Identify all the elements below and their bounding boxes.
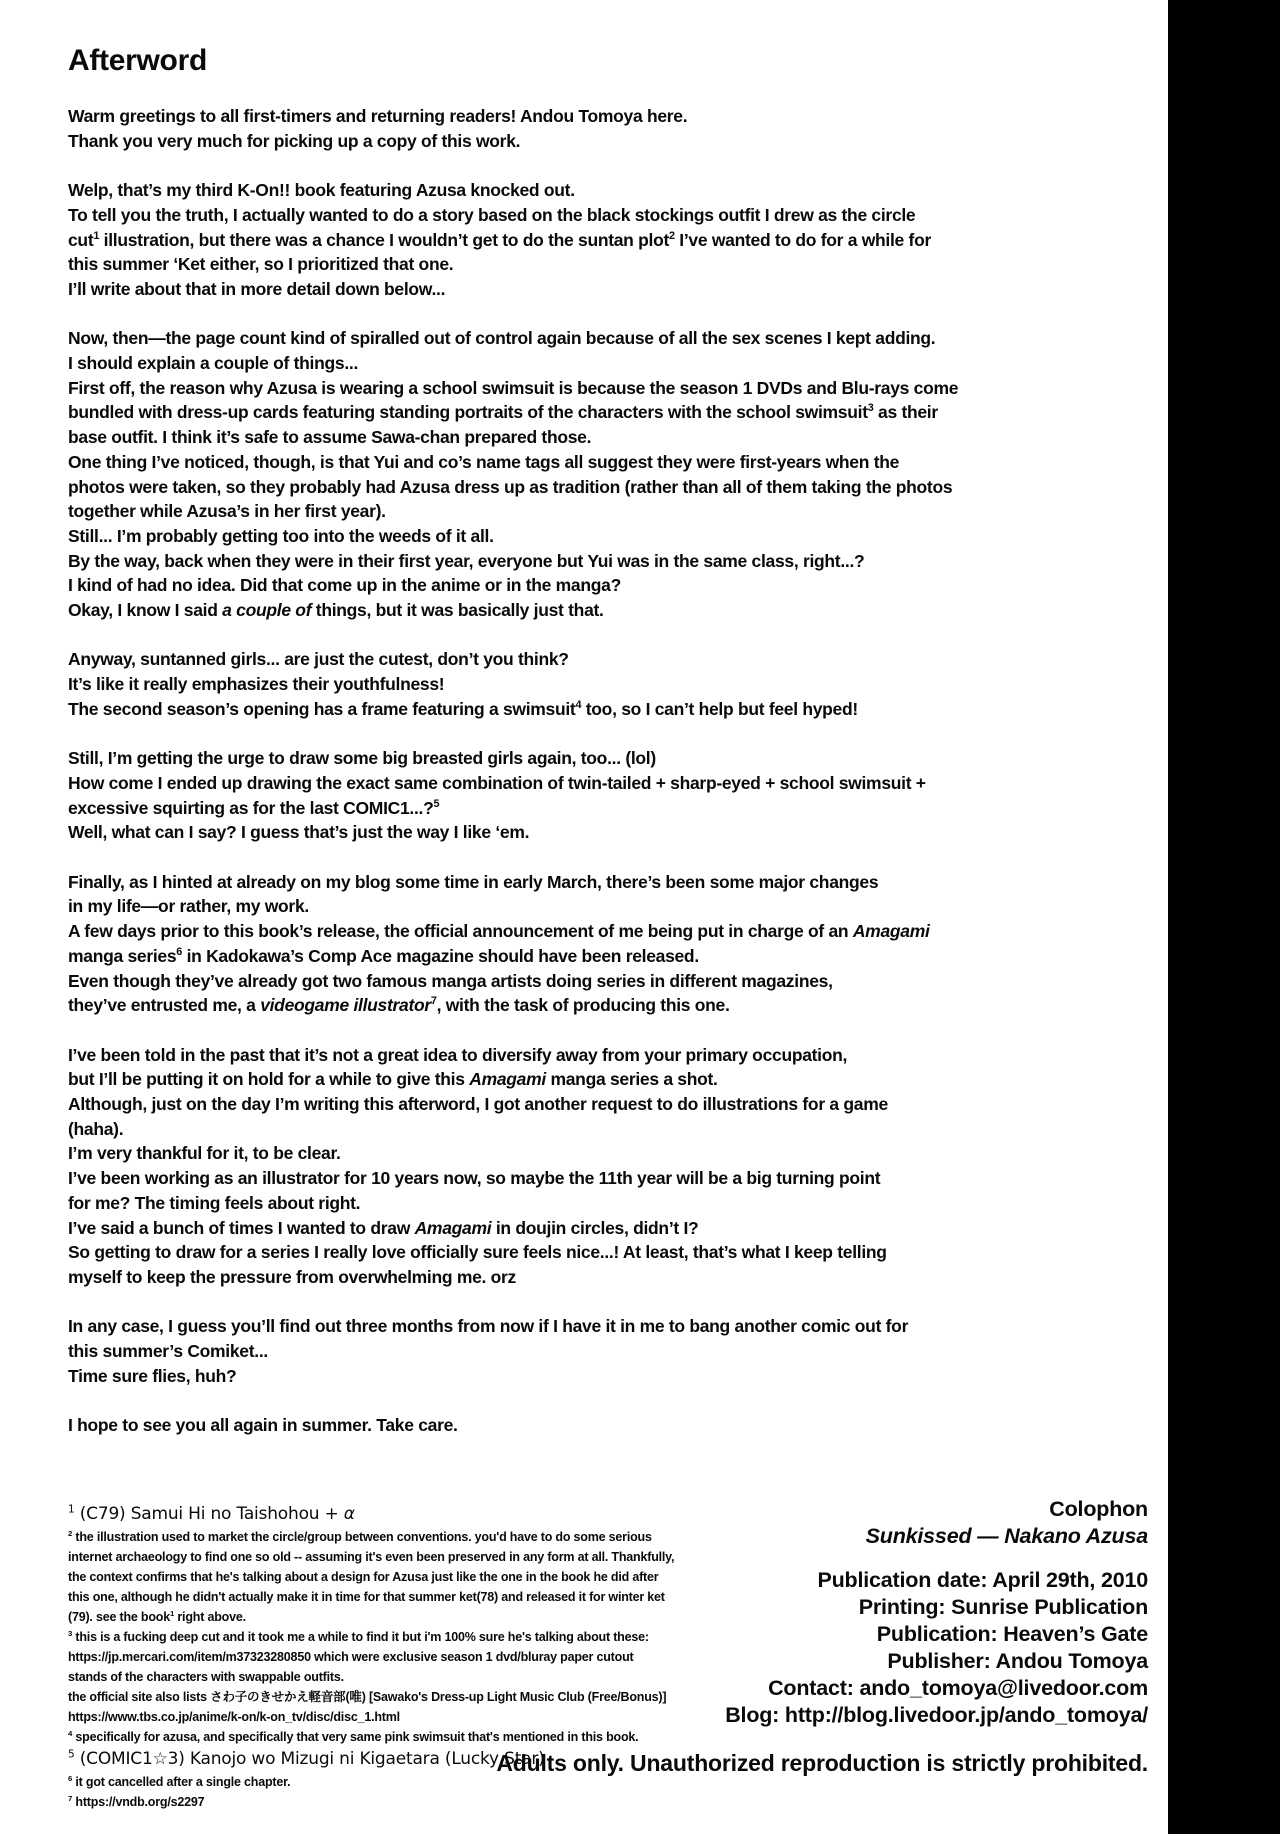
- body-paragraph: [68, 746, 1173, 845]
- right-edge-black-bar: [1168, 0, 1280, 1834]
- text-line: the official site also lists さわ子のきせかえ軽音部(唯) [Sawako's Dress-up Light Music Club (Free/Bonus)]: [68, 1690, 667, 1704]
- colophon: [725, 1496, 1148, 1729]
- text-line: I should explain a couple of things...: [68, 353, 359, 373]
- footnote: [68, 1502, 808, 1527]
- text-line: manga series$^6$ in Kadokawa’s Comp Ace magazine should have been released.: [68, 945, 699, 966]
- text-line: $^5$ (COMIC1☆3) Kanojo wo Mizugi ni Kigaetara (Lucky Star): [68, 1748, 545, 1769]
- text-line: Although, just on the day I’m writing this afterword, I got another request to do illustrations for a game: [68, 1094, 888, 1115]
- text-line: cut$^1$ illustration, but there was a chance I wouldn’t get to do the suntan plot$^2$ I’ve wanted to do for a while for: [68, 229, 931, 250]
- text-line: in my life—or rather, my work.: [68, 896, 309, 917]
- text-line: photos were taken, so they probably had Azusa dress up as tradition (rather than all of them taking the photos: [68, 476, 953, 497]
- body-paragraph: [68, 1413, 1173, 1438]
- text-line: this one, although he didn't actually make it in time for that summer ket(78) and released it for winter ket: [68, 1590, 665, 1604]
- text-line: https://www.tbs.co.jp/anime/k-on/k-on_tv/disc/disc_1.html: [68, 1710, 400, 1724]
- text-line: By the way, back when they were in their first year, everyone but Yui was in the same class, right...?: [68, 550, 865, 571]
- text-line: stands of the characters with swappable outfits.: [68, 1670, 344, 1684]
- text-line: $^3$ this is a fucking deep cut and it took me a while to find it but i'm 100% sure he's talking about these:: [68, 1628, 649, 1644]
- text-line: (79). see the book$^1$ right above.: [68, 1608, 246, 1624]
- text-line: Anyway, suntanned girls... are just the cutest, don’t you think?: [68, 649, 569, 670]
- text-line: Printing: Sunrise Publication: [858, 1595, 1148, 1619]
- text-line: $^6$ it got cancelled after a single chapter.: [68, 1773, 291, 1789]
- page-title: Afterword: [68, 44, 207, 77]
- text-line: A few days prior to this book’s release, the official announcement of me being put in charge of an Amagami: [68, 921, 930, 942]
- text-line: Well, what can I say? I guess that’s just the way I like ‘em.: [68, 822, 530, 843]
- text-line: $^7$ https://vndb.org/s2297: [68, 1793, 205, 1809]
- text-line: I’ve been told in the past that it’s not a great idea to diversify away from your primary occupation,: [68, 1044, 848, 1065]
- text-line: Warm greetings to all first-timers and returning readers! Andou Tomoya here.: [68, 106, 688, 126]
- footnote: [68, 1527, 808, 1627]
- text-line: Welp, that’s my third K-On!! book featuring Azusa knocked out.: [68, 180, 575, 201]
- text-line: they’ve entrusted me, a videogame illustrator$^7$, with the task of producing this one.: [68, 995, 730, 1016]
- text-line: Time sure flies, huh?: [68, 1365, 237, 1386]
- body-paragraph: [68, 647, 1173, 721]
- text-line: I kind of had no idea. Did that come up in the anime or in the manga?: [68, 575, 621, 596]
- text-line: $^2$ the illustration used to market the circle/group between conventions. you'd have to do some serious: [68, 1528, 652, 1544]
- colophon-book-title: Sunkissed — Nakano Azusa: [865, 1524, 1148, 1548]
- text-line: First off, the reason why Azusa is wearing a school swimsuit is because the season 1 DVDs and Blu-rays come: [68, 377, 959, 398]
- text-line: myself to keep the pressure from overwhelming me. orz: [68, 1266, 516, 1287]
- text-line: How come I ended up drawing the exact same combination of twin-tailed + sharp-eyed + school swimsuit +: [68, 772, 926, 793]
- text-line: I’ve said a bunch of times I wanted to draw Amagami in doujin circles, didn’t I?: [68, 1217, 699, 1238]
- text-line: internet archaeology to find one so old -- assuming it's even been preserved in any form at all. Thankfully,: [68, 1550, 675, 1564]
- text-line: Publisher: Andou Tomoya: [887, 1649, 1148, 1673]
- footnote: [68, 1727, 808, 1747]
- text-line: I’ll write about that in more detail down below...: [68, 278, 446, 299]
- body-paragraph: [68, 326, 1173, 622]
- text-line: So getting to draw for a series I really love officially sure feels nice...! At least, that’s what I keep telling: [68, 1242, 887, 1263]
- text-line: but I’ll be putting it on hold for a while to give this Amagami manga series a shot.: [68, 1069, 718, 1090]
- text-line: excessive squirting as for the last COMIC1...?$^5$: [68, 797, 440, 818]
- body-paragraph: [68, 1043, 1173, 1290]
- text-line: $^1$ (C79) Samui Hi no Taishohou + α: [68, 1503, 355, 1524]
- body-paragraph: [68, 870, 1173, 1018]
- afterword-body: [68, 104, 1173, 1438]
- footnote: [68, 1792, 808, 1812]
- text-line: In any case, I guess you’ll find out three months from now if I have it in me to bang another comic out for: [68, 1316, 909, 1337]
- text-line: (haha).: [68, 1118, 124, 1139]
- text-line: Publication date: April 29th, 2010: [817, 1568, 1148, 1592]
- text-line: $^4$ specifically for azusa, and specifically that very same pink swimsuit that's mentioned in this book.: [68, 1728, 639, 1744]
- afterword-content: [68, 44, 1173, 1438]
- text-line: Still... I’m probably getting too into the weeds of it all.: [68, 525, 494, 546]
- text-line: this summer ‘Ket either, so I prioritized that one.: [68, 254, 454, 275]
- text-line: Now, then—the page count kind of spiralled out of control again because of all the sex scenes I kept adding.: [68, 328, 936, 349]
- text-line: I’ve been working as an illustrator for 10 years now, so maybe the 11th year will be a big turning point: [68, 1168, 881, 1189]
- body-paragraph: [68, 104, 1173, 153]
- body-paragraph: [68, 178, 1173, 302]
- text-line: together while Azusa’s in her first year).: [68, 501, 386, 522]
- text-line: Blog: http://blog.livedoor.jp/ando_tomoya/: [725, 1703, 1148, 1727]
- text-line: I hope to see you all again in summer. Take care.: [68, 1415, 458, 1436]
- text-line: It’s like it really emphasizes their youthfulness!: [68, 674, 445, 695]
- text-line: Finally, as I hinted at already on my blog some time in early March, there’s been some major changes: [68, 871, 879, 892]
- text-line: Publication: Heaven’s Gate: [876, 1622, 1148, 1646]
- colophon-heading: Colophon: [1049, 1497, 1148, 1521]
- text-line: One thing I’ve noticed, though, is that Yui and co’s name tags all suggest they were first-years when the: [68, 451, 900, 472]
- text-line: for me? The timing feels about right.: [68, 1192, 361, 1213]
- text-line: Still, I’m getting the urge to draw some big breasted girls again, too... (lol): [68, 748, 656, 769]
- text-line: the context confirms that he's talking about a design for Azusa just like the one in the book he did after: [68, 1570, 659, 1584]
- text-line: Contact: ando_tomoya@livedoor.com: [768, 1676, 1148, 1700]
- text-line: bundled with dress-up cards featuring standing portraits of the characters with the school swimsuit$^3$ as their: [68, 402, 938, 423]
- text-line: Thank you very much for picking up a copy of this work.: [68, 130, 521, 151]
- text-line: I’m very thankful for it, to be clear.: [68, 1143, 341, 1164]
- text-line: To tell you the truth, I actually wanted to do a story based on the black stockings outfit I drew as the circle: [68, 204, 916, 225]
- text-line: Okay, I know I said a couple of things, but it was basically just that.: [68, 600, 604, 621]
- text-line: The second season’s opening has a frame featuring a swimsuit$^4$ too, so I can’t help but feel hyped!: [68, 698, 858, 719]
- colophon-details: [725, 1567, 1148, 1729]
- body-paragraph: [68, 1314, 1173, 1388]
- footnote: [68, 1627, 808, 1727]
- adults-only-notice: Adults only. Unauthorized reproduction is strictly prohibited.: [496, 1750, 1148, 1776]
- text-line: base outfit. I think it’s safe to assume Sawa-chan prepared those.: [68, 427, 592, 448]
- text-line: Even though they’ve already got two famous manga artists doing series in different magazines,: [68, 970, 833, 991]
- text-line: https://jp.mercari.com/item/m37323280850 which were exclusive season 1 dvd/bluray paper cutout: [68, 1650, 634, 1664]
- text-line: this summer’s Comiket...: [68, 1341, 268, 1362]
